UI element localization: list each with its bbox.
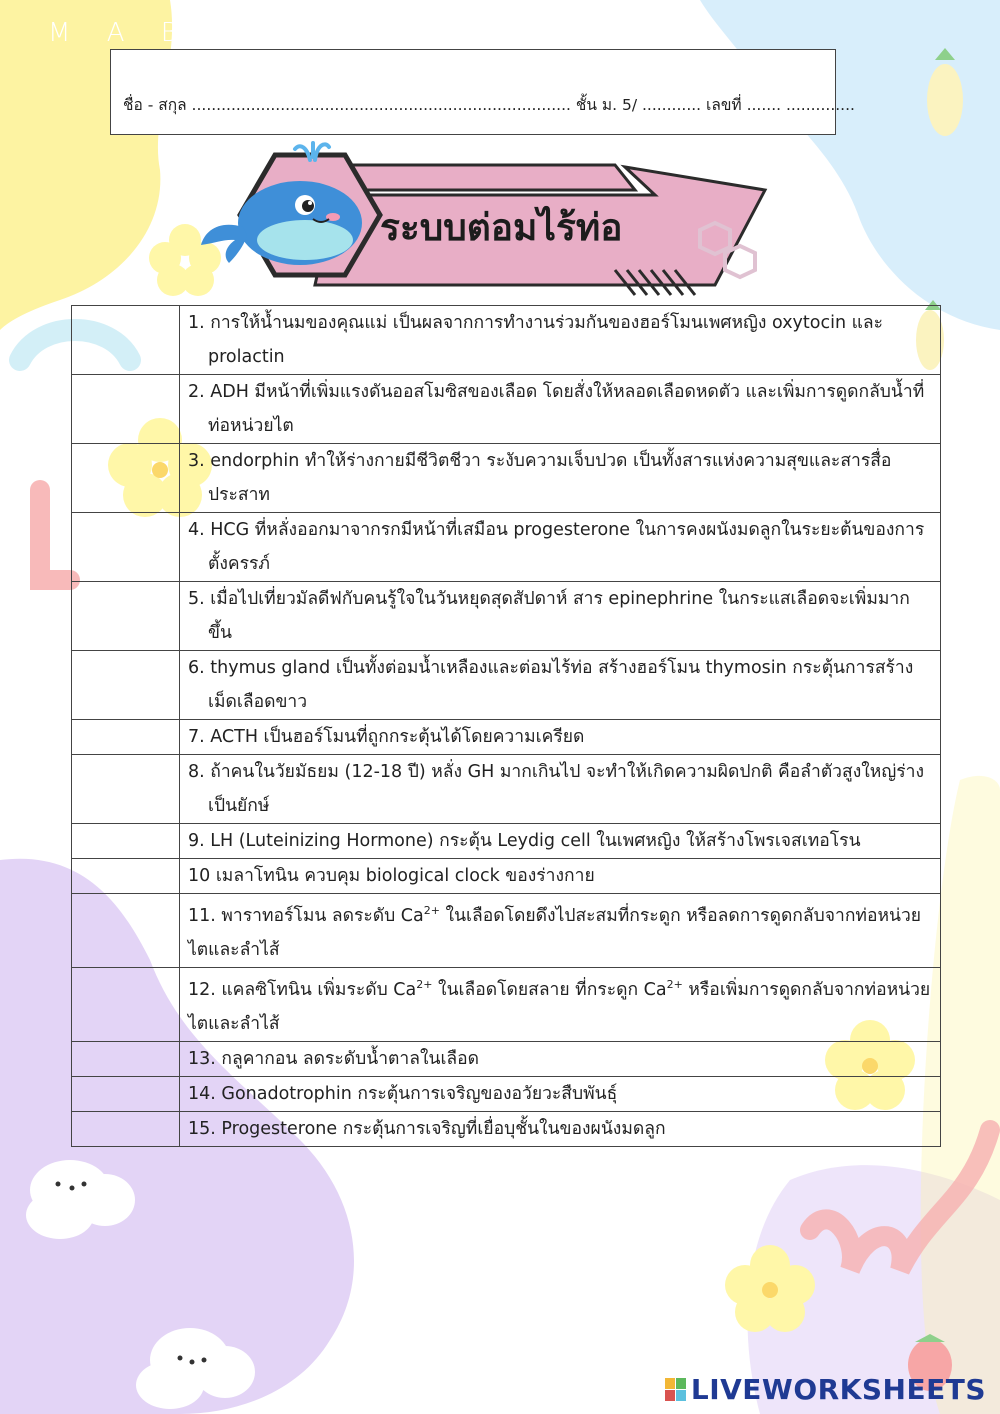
question-cell [180, 582, 941, 651]
question-cell [180, 306, 941, 375]
answer-cell[interactable] [72, 859, 180, 894]
answer-cell[interactable] [72, 306, 180, 375]
answer-blank[interactable] [72, 987, 179, 1021]
answer-cell[interactable] [72, 824, 180, 859]
answer-cell[interactable] [72, 1041, 180, 1076]
answer-blank[interactable] [72, 599, 179, 633]
question-cell [180, 651, 941, 720]
student-info-line: ชื่อ - สกุล ............................................................................. ชั้น ม. 5/ ............ เลขที่ ....... .............. [123, 96, 855, 114]
question-text: 8. ถ้าคนในวัยมัธยม (12-18 ปี) หลั่ง GH มากเกินไป จะทำให้เกิดความผิดปกติ คือลำตัวสูงใหญ่ร่างเป็นยักษ์ [188, 762, 924, 816]
liveworksheets-logo-text: LIVEWORKSHEETS [690, 1373, 986, 1406]
question-row [72, 894, 941, 968]
question-cell [180, 1041, 941, 1076]
question-row [72, 967, 941, 1041]
watermark-text: M A B [48, 18, 192, 48]
question-text [188, 968, 932, 1041]
answer-blank[interactable] [72, 1042, 179, 1076]
question-text: 5. เมื่อไปเที่ยวมัลดีฟกับคนรู้ใจในวันหยุดสุดสัปดาห์ สาร epinephrine ในกระแสเลือดจะเพิ่มมากขึ้น [188, 589, 910, 643]
question-row [72, 1076, 941, 1111]
liveworksheets-logo-icon [665, 1378, 687, 1402]
answer-blank[interactable] [72, 913, 179, 947]
whale-icon [195, 135, 375, 275]
question-cell [180, 444, 941, 513]
question-cell [180, 1076, 941, 1111]
superscript-charge: 2+ [416, 977, 433, 991]
questions-table [71, 305, 941, 1147]
question-text: 14. Gonadotrophin กระตุ้นการเจริญของอวัยวะสืบพันธุ์ [188, 1083, 618, 1104]
question-row [72, 444, 941, 513]
question-cell [180, 894, 941, 968]
answer-blank[interactable] [72, 668, 179, 702]
question-text: 15. Progesterone กระตุ้นการเจริญที่เยื่อบุชั้นในของผนังมดลูก [188, 1118, 666, 1139]
question-text-part: หรือเพิ่มการดูดกลับจากท่อหน่วยไตและลำไส้ [188, 979, 931, 1034]
question-row [72, 651, 941, 720]
question-text: 9. LH (Luteinizing Hormone) กระตุ้น Leydig cell ในเพศหญิง ให้สร้างโพรเจสเทอโรน [188, 831, 861, 851]
question-row [72, 859, 941, 894]
question-row [72, 582, 941, 651]
answer-cell[interactable] [72, 755, 180, 824]
question-cell [180, 859, 941, 894]
student-info-box [110, 49, 855, 135]
question-cell [180, 755, 941, 824]
answer-blank[interactable] [72, 772, 179, 806]
question-text: 13. กลูคากอน ลดระดับน้ำตาลในเลือด [188, 1048, 480, 1069]
answer-cell[interactable] [72, 1076, 180, 1111]
question-cell [180, 1111, 941, 1146]
answer-cell[interactable] [72, 894, 180, 968]
question-text [188, 894, 932, 967]
question-text: 1. การให้น้ำนมของคุณแม่ เป็นผลจากการทำงานร่วมกันของฮอร์โมนเพศหญิง oxytocin และ prolactin [188, 313, 884, 367]
answer-blank[interactable] [72, 392, 179, 426]
answer-blank[interactable] [72, 720, 179, 754]
answer-cell[interactable] [72, 375, 180, 444]
question-row [72, 824, 941, 859]
answer-blank[interactable] [72, 1077, 179, 1111]
question-row [72, 755, 941, 824]
liveworksheets-logo [665, 1373, 986, 1406]
question-text: 3. endorphin ทำให้ร่างกายมีชีวิตชีวา ระงับความเจ็บปวด เป็นทั้งสารแห่งความสุขและสารสื่อประสาท [188, 451, 892, 505]
answer-blank[interactable] [72, 859, 179, 893]
answer-blank[interactable] [72, 1112, 179, 1146]
superscript-charge: 2+ [423, 904, 440, 917]
question-text: 7. ACTH เป็นฮอร์โมนที่ถูกกระตุ้นได้โดยความเครียด [188, 727, 585, 747]
question-text-part: 11. พาราทอร์โมน ลดระดับ Ca [188, 905, 424, 926]
question-text-part: ในเลือดโดยดึงไปสะสมที่กระดูก หรือลดการดูดกลับจากท่อหน่วยไตและลำไส้ [188, 905, 922, 960]
answer-cell[interactable] [72, 582, 180, 651]
question-row [72, 306, 941, 375]
question-row [72, 375, 941, 444]
question-cell [180, 967, 941, 1041]
answer-blank[interactable] [72, 824, 179, 858]
answer-cell[interactable] [72, 720, 180, 755]
question-row [72, 1041, 941, 1076]
answer-cell[interactable] [72, 1111, 180, 1146]
answer-blank[interactable] [72, 323, 179, 357]
question-text-part: 12. แคลซิโทนิน เพิ่มระดับ Ca [188, 979, 417, 1000]
question-cell [180, 720, 941, 755]
question-cell [180, 513, 941, 582]
answer-cell[interactable] [72, 513, 180, 582]
question-text: 10 เมลาโทนิน ควบคุม biological clock ของร่างกาย [188, 866, 595, 886]
answer-cell[interactable] [72, 651, 180, 720]
page-title: ระบบต่อมไร้ท่อ [380, 206, 623, 249]
question-cell [180, 824, 941, 859]
question-row [72, 513, 941, 582]
answer-cell[interactable] [72, 444, 180, 513]
question-text: 4. HCG ที่หลั่งออกมาจากรกมีหน้าที่เสมือน progesterone ในการคงผนังมดลูกในระยะต้นของการตั้งครรภ์ [188, 520, 925, 574]
answer-blank[interactable] [72, 461, 179, 495]
question-text: 6. thymus gland เป็นทั้งต่อมน้ำเหลืองและต่อมไร้ท่อ สร้างฮอร์โมน thymosin กระตุ้นการสร้างเม็ดเลือดขาว [188, 658, 914, 712]
question-cell [180, 375, 941, 444]
question-row [72, 1111, 941, 1146]
answer-blank[interactable] [72, 530, 179, 564]
superscript-charge: 2+ [666, 977, 683, 991]
question-text-part: ในเลือดโดยสลาย ที่กระดูก Ca [432, 979, 667, 1000]
answer-cell[interactable] [72, 967, 180, 1041]
question-row [72, 720, 941, 755]
question-text: 2. ADH มีหน้าที่เพิ่มแรงดันออสโมซิสของเลือด โดยสั่งให้หลอดเลือดหดตัว และเพิ่มการดูดกลับน้ำที่ท่อหน่วยไต [188, 382, 925, 436]
